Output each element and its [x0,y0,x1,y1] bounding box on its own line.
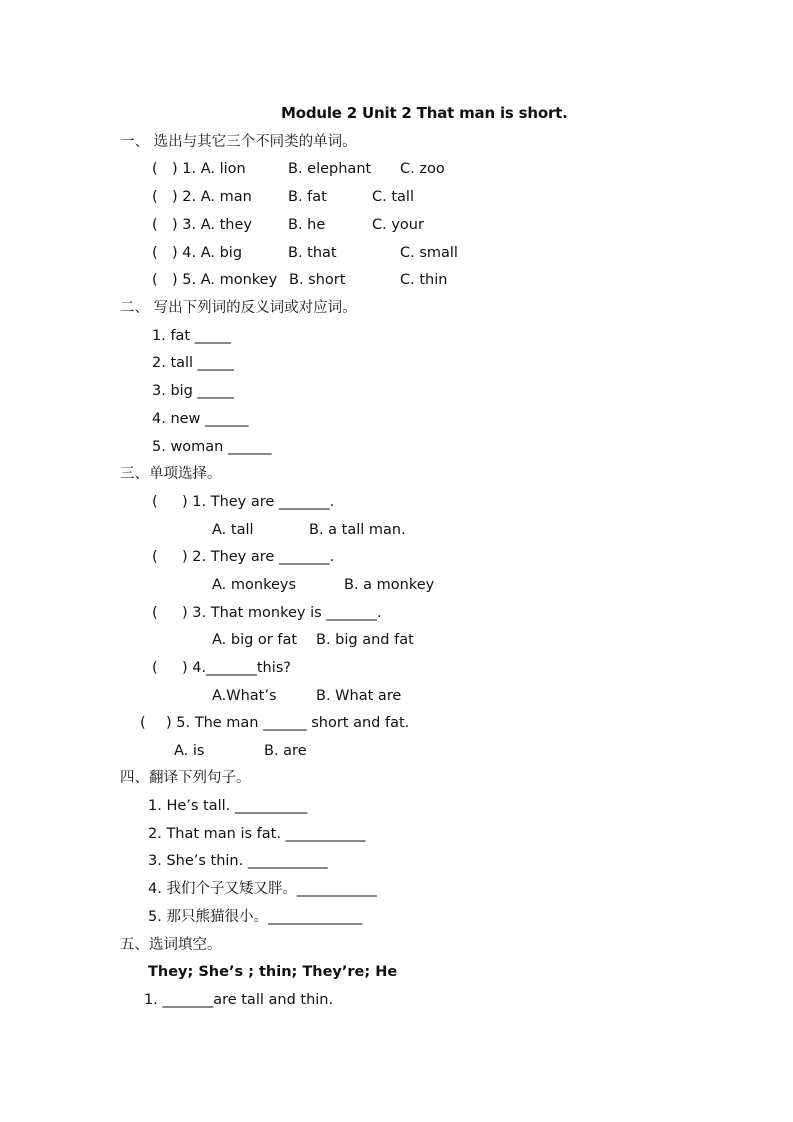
s4-item-5: 5. 那只熊猫很小。_____________ [148,909,363,925]
section-1-heading: 一、 选出与其它三个不同类的单词。 [120,134,357,150]
section-5-heading: 五、选词填空。 [120,937,222,953]
s3-q5-option-b: B. are [264,743,307,759]
s3-q3-bracket: ( [152,605,158,621]
s3-q1-option-a: A. tall [212,522,254,538]
s1-q2-option-c: C. tall [372,189,414,205]
s3-q2-option-b: B. a monkey [344,577,435,593]
s3-q2-option-a: A. monkeys [212,577,297,593]
s2-item-3: 3. big _____ [152,383,234,399]
s1-q4-option-b: B. that [288,245,337,261]
s1-q4-bracket: ( [152,245,158,261]
s1-q5-bracket: ( [152,272,158,288]
s4-item-3: 3. She’s thin. ___________ [148,853,328,869]
s3-q5-bracket: ( [140,715,146,731]
s3-q3-option-a: A. big or fat [212,632,298,648]
s3-q1-bracket: ( [152,494,158,510]
s3-q5-option-a: A. is [174,743,205,759]
s5-item-1: 1. _______are tall and thin. [144,992,334,1008]
s3-q5-text: ) 5. The man ______ short and fat. [166,715,410,731]
page-title: Module 2 Unit 2 That man is short. [281,104,568,122]
s3-q4-bracket: ( [152,660,158,676]
s1-q4-option-c: C. small [400,245,458,261]
section-2-heading: 二、 写出下列词的反义词或对应词。 [120,300,357,316]
s1-q1-option-a: ) 1. A. lion [172,161,246,177]
s3-q2-text: ) 2. They are _______. [182,549,335,565]
s4-item-2: 2. That man is fat. ___________ [148,826,366,842]
s1-q1-bracket: ( [152,161,158,177]
s3-q1-text: ) 1. They are _______. [182,494,335,510]
s1-q2-bracket: ( [152,189,158,205]
s5-word-bank: They; She’s ; thin; They’re; He [148,964,398,980]
s1-q5-option-a: ) 5. A. monkey [172,272,278,288]
s3-q3-option-b: B. big and fat [316,632,414,648]
s2-item-5: 5. woman ______ [152,439,272,455]
s1-q5-option-b: B. short [289,272,346,288]
s1-q3-option-b: B. he [288,217,326,233]
s1-q3-option-c: C. your [372,217,424,233]
s2-item-2: 2. tall _____ [152,355,234,371]
s1-q4-option-a: ) 4. A. big [172,245,243,261]
s4-item-1: 1. He’s tall. __________ [148,798,308,814]
s2-item-4: 4. new ______ [152,411,249,427]
s1-q2-option-a: ) 2. A. man [172,189,252,205]
s1-q3-bracket: ( [152,217,158,233]
s3-q1-option-b: B. a tall man. [309,522,406,538]
s1-q2-option-b: B. fat [288,189,327,205]
s4-item-4: 4. 我们个子又矮又胖。___________ [148,881,377,897]
s1-q3-option-a: ) 3. A. they [172,217,252,233]
s2-item-1: 1. fat _____ [152,328,231,344]
section-3-heading: 三、单项选择。 [120,466,222,482]
s1-q5-option-c: C. thin [400,272,448,288]
s1-q1-option-b: B. elephant [288,161,372,177]
s3-q4-text: ) 4._______this? [182,660,292,676]
s3-q4-option-b: B. What are [316,688,402,704]
s1-q1-option-c: C. zoo [400,161,445,177]
section-4-heading: 四、翻译下列句子。 [120,770,251,786]
s3-q4-option-a: A.What’s [212,688,277,704]
s3-q2-bracket: ( [152,549,158,565]
s3-q3-text: ) 3. That monkey is _______. [182,605,382,621]
